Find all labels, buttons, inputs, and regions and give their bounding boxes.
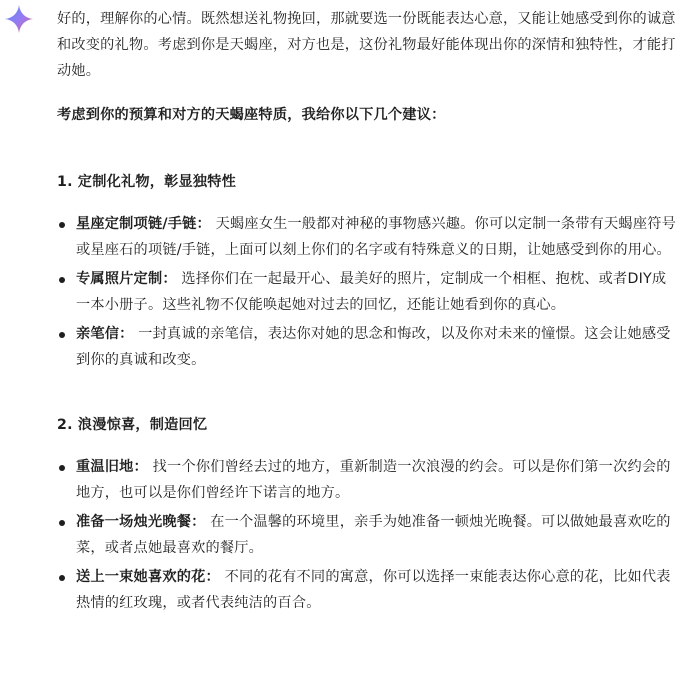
list-item <box>57 509 679 561</box>
item-title: 星座定制项链/手链： <box>76 216 211 232</box>
bullet-icon <box>59 277 65 283</box>
bullet-icon <box>59 575 65 581</box>
item-title: 专属照片定制： <box>76 271 177 287</box>
list-item <box>57 266 679 318</box>
list-item <box>57 321 679 373</box>
gemini-sparkle-icon <box>4 4 34 34</box>
bullet-icon <box>59 520 65 526</box>
item-text: 在一个温馨的环境里，亲手为她准备一顿烛光晚餐。可以做她最喜欢吃的菜，或者点她最喜欢的餐厅。 <box>76 514 671 556</box>
assistant-response <box>57 6 679 619</box>
item-text: 一封真诚的亲笔信，表达你对她的思念和悔改，以及你对未来的憧憬。这会让她感受到你的真诚和改变。 <box>76 326 671 368</box>
item-title: 重温旧地： <box>76 459 148 475</box>
list-item <box>57 454 679 506</box>
bullet-icon <box>59 465 65 471</box>
intro-paragraph: 好的，理解你的心情。既然想送礼物挽回，那就要选一份既能表达心意，又能让她感受到你的诚意和改变的礼物。考虑到你是天蝎座，对方也是，这份礼物最好能体现出你的深情和独特性，才能打动她。 <box>57 11 676 79</box>
section-heading-romantic-surprise: 2. 浪漫惊喜，制造回忆 <box>57 417 208 433</box>
section-heading-custom-gifts: 1. 定制化礼物，彰显独特性 <box>57 174 237 190</box>
bullet-icon <box>59 332 65 338</box>
list-item <box>57 211 679 263</box>
item-text: 找一个你们曾经去过的地方，重新制造一次浪漫的约会。可以是你们第一次约会的地方，也可以是你们曾经许下诺言的地方。 <box>76 459 671 501</box>
suggestion-list-romantic-surprise <box>57 454 679 616</box>
item-text: 不同的花有不同的寓意，你可以选择一束能表达你心意的花，比如代表热情的红玫瑰，或者代表纯洁的百合。 <box>76 569 671 611</box>
item-text: 天蝎座女生一般都对神秘的事物感兴趣。你可以定制一条带有天蝎座符号或星座石的项链/手链，上面可以刻上你们的名字或有特殊意义的日期，让她感受到你的用心。 <box>76 216 676 258</box>
suggestion-list-custom-gifts <box>57 211 679 373</box>
lead-paragraph: 考虑到你的预算和对方的天蝎座特质，我给你以下几个建议： <box>57 107 446 123</box>
item-text: 选择你们在一起最开心、最美好的照片，定制成一个相框、抱枕、或者DIY成一本小册子。这些礼物不仅能唤起她对过去的回忆，还能让她看到你的真心。 <box>76 271 667 313</box>
item-title: 送上一束她喜欢的花： <box>76 569 220 585</box>
list-item <box>57 564 679 616</box>
bullet-icon <box>59 222 65 228</box>
item-title: 亲笔信： <box>76 326 134 342</box>
item-title: 准备一场烛光晚餐： <box>76 514 206 530</box>
